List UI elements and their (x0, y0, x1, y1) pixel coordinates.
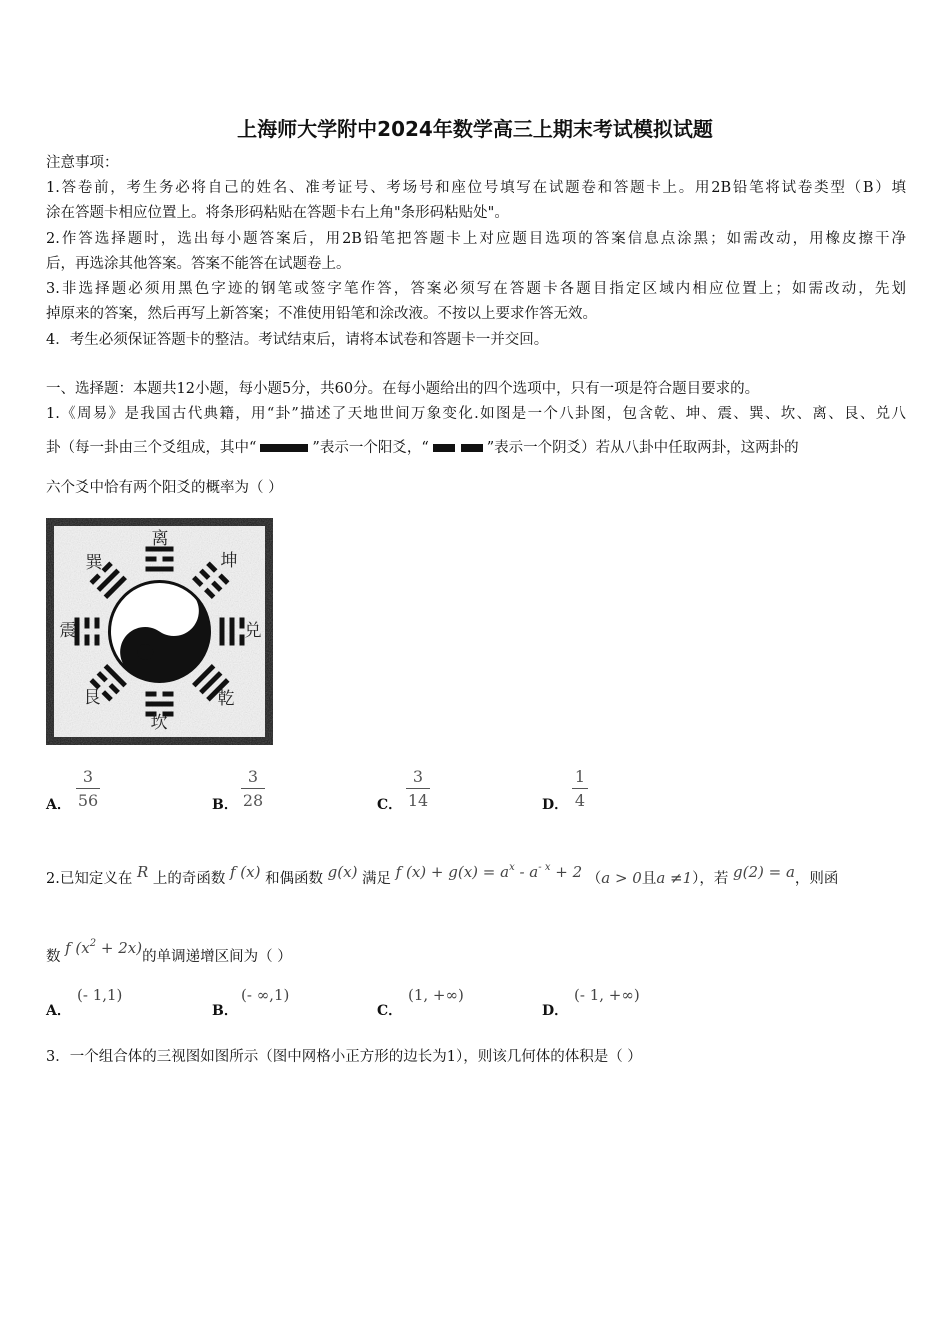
q2-text: ，则函 (794, 871, 839, 887)
yin-line-icon (433, 440, 483, 456)
denominator: 56 (77, 791, 99, 810)
q2-text: 满足 (362, 871, 392, 887)
q1-option-d[interactable] (542, 794, 568, 814)
label-xun: 巽 (85, 553, 103, 573)
notes-line-6: 掉原来的答案，然后再写上新答案；不准使用铅笔和涂改液。不按以上要求作答无效。 (46, 306, 597, 322)
q2-line-2 (46, 938, 292, 966)
notes-line-4: 后，再选涂其他答案。答案不能答在试题卷上。 (46, 256, 351, 272)
q2-condition: a ≠1 (656, 869, 693, 887)
label-qian: 乾 (217, 689, 235, 709)
q1-option-b[interactable] (212, 794, 238, 814)
q1-line-1: 1.《周易》是我国古代典籍，用“卦”描述了天地世间万象变化.如图是一个八卦图，包含乾、坤、震、巽、坎、离、艮、兑八 (46, 406, 906, 422)
q1-line-2-part-a: 卦（每一卦由三个爻组成，其中“ (46, 440, 257, 456)
q2-text: 且 (641, 871, 657, 887)
q2-set-r: R (136, 863, 149, 881)
comp-part: f (x (65, 939, 90, 957)
option-letter: C． (377, 1003, 403, 1019)
label-gen: 艮 (83, 688, 101, 708)
q2-text: 上的奇函数 (152, 871, 226, 887)
numerator: 3 (82, 767, 94, 786)
q2-text: 和偶函数 (265, 871, 324, 887)
label-kan: 坎 (150, 713, 168, 733)
option-letter: B． (212, 1003, 238, 1019)
q2-equation (396, 863, 582, 881)
q2-gx: g(x) (327, 863, 358, 881)
q2-option-d[interactable] (542, 1000, 568, 1020)
notes-line-5: 3.非选择题必须用黑色字迹的钢笔或签字笔作答，答案必须写在答题卡各题目指定区域内相应位置上；如需改动，先划 (46, 281, 906, 297)
q2-text: 的单调递增区间为（ ） (142, 949, 292, 965)
q2-option-a[interactable] (46, 1000, 71, 1020)
q2-g2: g(2) = a (733, 863, 795, 881)
eq-part: - a (514, 863, 539, 881)
eq-part: f (x) + g(x) = a (395, 863, 510, 881)
notes-line-2: 涂在答题卡相应位置上。将条形码粘贴在答题卡右上角"条形码粘贴处"。 (46, 205, 509, 221)
option-letter: C． (377, 797, 403, 813)
numerator: 3 (247, 767, 259, 786)
label-kun: 坤 (220, 551, 238, 571)
denominator: 14 (407, 791, 429, 810)
q1-option-d-fraction (572, 767, 588, 810)
eq-part: + 2 (550, 863, 583, 881)
section-heading: 一、选择题：本题共12小题，每小题5分，共60分。在每小题给出的四个选项中，只有一项是符合题目要求的。 (46, 381, 760, 397)
q2-text: 数 (46, 949, 61, 965)
q2-option-b-value: (- ∞,1) (241, 986, 290, 1004)
option-letter: D． (542, 797, 569, 813)
q2-line-1 (46, 862, 838, 888)
q1-line-2-part-b: ”表示一个阳爻，“ (312, 440, 429, 456)
q2-text: （ (586, 871, 602, 887)
q1-line-2-part-c: ”表示一个阴爻）若从八卦中任取两卦，这两卦的 (486, 440, 799, 456)
q1-option-c-fraction (406, 767, 430, 810)
q1-option-a-fraction (76, 767, 100, 810)
option-letter: A． (46, 1003, 71, 1019)
notes-heading: 注意事项： (46, 155, 119, 171)
yang-line-icon (260, 444, 308, 452)
q2-option-b[interactable] (212, 1000, 238, 1020)
notes-line-3: 2.作答选择题时，选出每小题答案后，用2B铅笔把答题卡上对应题目选项的答案信息点涂黑；如需改动，用橡皮擦干净 (46, 231, 906, 247)
notes-line-1: 1.答卷前，考生务必将自己的姓名、准考证号、考场号和座位号填写在试题卷和答题卡上。用2B铅笔将试卷类型（B）填 (46, 180, 906, 196)
q2-text: 2.已知定义在 (46, 871, 133, 887)
option-letter: D． (542, 1003, 569, 1019)
notes-line-7: 4．考生必须保证答题卡的整洁。考试结束后，请将本试卷和答题卡一并交回。 (46, 332, 549, 348)
q2-composite (65, 939, 142, 957)
q2-option-a-value: (- 1,1) (77, 986, 123, 1004)
label-li: 离 (151, 529, 169, 549)
label-dui: 兑 (244, 621, 262, 641)
numerator: 1 (574, 767, 586, 786)
q1-option-a[interactable] (46, 794, 71, 814)
q2-option-c[interactable] (377, 1000, 402, 1020)
q2-option-d-value: (- 1, +∞) (574, 986, 640, 1004)
q2-option-c-value: (1, +∞) (408, 986, 464, 1004)
option-letter: A． (46, 797, 71, 813)
q1-option-c[interactable] (377, 794, 402, 814)
q2-condition: a > 0 (601, 869, 642, 887)
denominator: 28 (242, 791, 264, 810)
exam-title: 上海师大学附中2024年数学高三上期末考试模拟试题 (237, 117, 713, 141)
q3-text: 3．一个组合体的三视图如图所示（图中网格小正方形的边长为1），则该几何体的体积是（ ） (46, 1049, 642, 1065)
q1-line-2 (46, 436, 799, 457)
option-letter: B． (212, 797, 238, 813)
eq-sup: x (509, 862, 515, 873)
denominator: 4 (574, 791, 586, 810)
q1-option-b-fraction (241, 767, 265, 810)
bagua-diagram (46, 518, 273, 745)
numerator: 3 (412, 767, 424, 786)
q1-line-3: 六个爻中恰有两个阳爻的概率为（ ） (46, 480, 283, 496)
comp-sup: 2 (89, 938, 97, 949)
eq-sup: - x (538, 862, 551, 873)
q2-text: ），若 (692, 871, 729, 887)
label-zhen: 震 (59, 621, 77, 641)
comp-part: + 2x) (96, 939, 143, 957)
q2-fx: f (x) (229, 863, 261, 881)
